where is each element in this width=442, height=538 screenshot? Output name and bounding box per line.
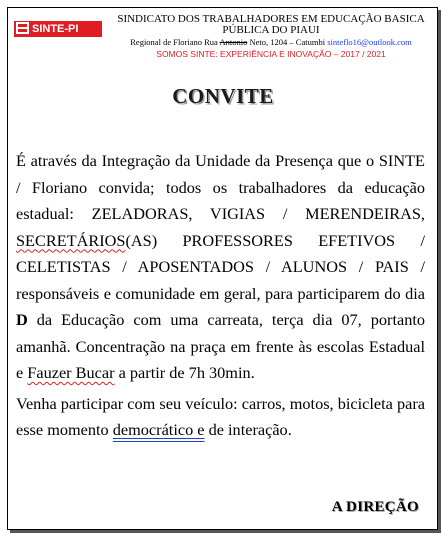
document-title: CONVITE (172, 84, 274, 108)
paragraph-2 (16, 391, 425, 444)
paragraph-1 (16, 148, 425, 387)
invitation-body (16, 148, 425, 444)
p1-text-c: da Educação com uma carreata, terça dia 07, portanto amanhã. Concentração na praça em frente às escolas Estadual e (16, 310, 425, 382)
address-post: Neto, 1204 – Catumbi (247, 37, 328, 47)
address-pre: Regional de Floriano Rua (130, 37, 220, 47)
p1-text-b: (AS) PROFESSORES EFETIVOS / CELETISTAS / APOSENTADOS / ALUNOS / PAIS / responsáveis e comunidade em geral, para participarem do dia (16, 230, 425, 303)
p2-text-b: de interação. (204, 420, 292, 439)
p1-spell-secretarios: SECRETÁRIOS (16, 230, 126, 250)
tagline: SOMOS SINTE: EXPERIÊNCIA E INOVAÇÃO – 2017 / 2021 (156, 49, 386, 59)
p1-bold-d: D (16, 310, 28, 329)
logo-text: SINTE-PI (32, 23, 79, 35)
document-frame (7, 7, 438, 530)
sinte-logo (14, 21, 102, 37)
union-name-line1: SINDICATO DOS TRABALHADORES EM EDUCAÇÃO BASICA (117, 13, 425, 25)
address-strike: Antonio (219, 37, 248, 47)
p2-text-a: Venha participar com seu veículo: carros, motos, bicicleta para esse momento (16, 393, 425, 439)
address-line (104, 36, 438, 48)
letterhead (8, 8, 438, 66)
p2-grammar-democratico: democrático e (112, 420, 205, 439)
union-name-line2: PÚBLICA DO PIAUI (222, 24, 320, 36)
p1-text-d: a partir de 7h 30min. (114, 363, 255, 382)
email-link[interactable]: sinteflo16@outlook.com (327, 37, 412, 47)
p1-spell-fauzer: Fauzer Bucar (27, 363, 115, 382)
signature: A DIREÇÃO (331, 499, 419, 515)
sinte-logo-icon (16, 22, 29, 34)
p1-text-a: É através da Integração da Unidade da Presença que o SINTE / Floriano convida; todos os trabalhadores da educação estadual: ZELADORAS, VIGIAS / MERENDEIRAS, (16, 151, 425, 223)
